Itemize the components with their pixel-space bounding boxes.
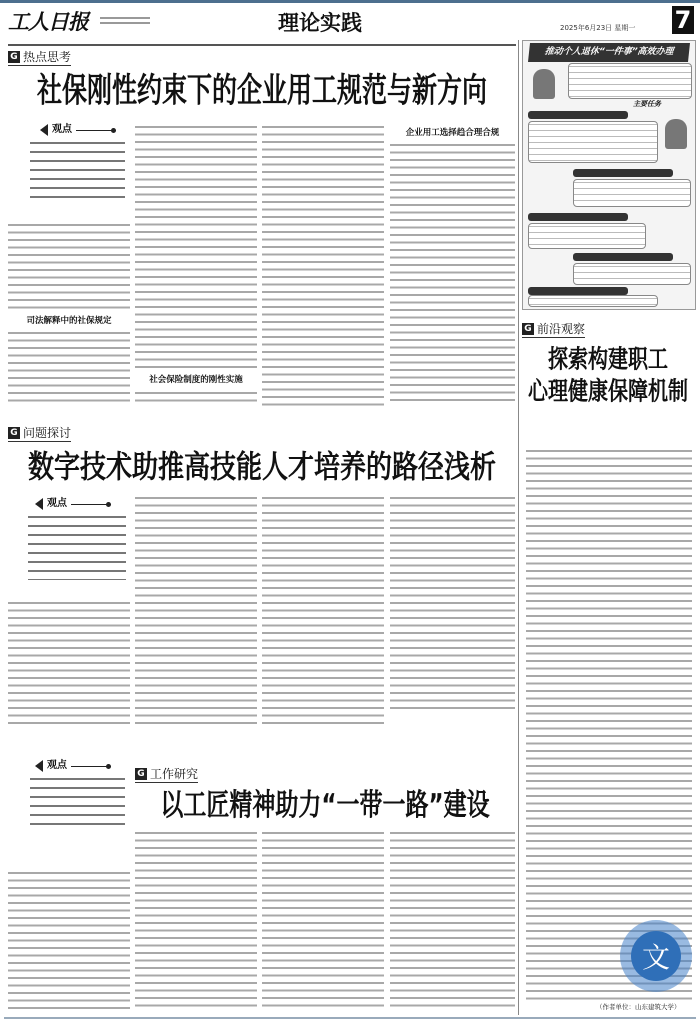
opinion-label-3: 观点: [35, 760, 111, 772]
infographic-title: 推动个人退休“一件事”高效办理: [528, 43, 690, 62]
opinion-label-1: 观点: [40, 124, 116, 136]
section-label: 工作研究: [150, 767, 199, 781]
section-tag-hot-topics: [8, 50, 71, 66]
contact-info: [100, 16, 150, 26]
intro-box: [568, 63, 692, 99]
headline-1: 社保刚性约束下的企业用工规范与新方向: [36, 70, 487, 110]
headline-3: 以工匠精神助力“一带一路”建设: [160, 789, 490, 823]
article2-col2: [135, 495, 257, 726]
top-bar: [0, 0, 700, 3]
section-tag-discussion: [8, 426, 71, 442]
task-label: [573, 253, 673, 261]
opinion-text-2: [28, 514, 126, 580]
article1-col2b: [135, 390, 257, 406]
opinion-label-2: 观点: [35, 498, 111, 510]
task-box: [573, 263, 691, 285]
task-label: [573, 169, 673, 177]
task-label: [528, 287, 628, 295]
task-label: [528, 111, 628, 119]
article3-col1: [8, 870, 130, 1012]
speaker-icon: [35, 498, 43, 510]
task-label: [528, 213, 628, 221]
article1-col3: [262, 124, 384, 406]
speaker-icon: [40, 124, 48, 136]
article1-col2: [135, 124, 257, 370]
task-box: [528, 295, 658, 307]
article1-col1: [8, 222, 130, 310]
translate-button[interactable]: [620, 920, 692, 992]
article3-col2: [135, 830, 257, 1012]
article3-col4: [390, 830, 515, 1012]
sidebar-headline-line1: 探索构建职工: [548, 343, 668, 374]
section-icon: G: [8, 51, 20, 63]
section-tag-work-research: [135, 767, 198, 783]
section-tag-frontier: [522, 322, 585, 338]
sidebar-headline-line2: 心理健康保障机制: [528, 375, 688, 406]
section-label: 热点思考: [23, 50, 72, 64]
task-box: [528, 121, 658, 163]
author-unit: （作者单位：山东建筑大学）: [596, 1003, 681, 1011]
article3-col3: [262, 830, 384, 1012]
infographic: [522, 40, 696, 310]
page-title: 理论实践: [278, 11, 362, 35]
newspaper-logo: 工人日报: [8, 9, 88, 34]
bottom-frame: [4, 1017, 696, 1019]
page-number: 7: [672, 6, 694, 34]
section-icon: G: [522, 323, 534, 335]
section-label: 问题探讨: [23, 426, 72, 440]
tasks-label: 主要任务: [633, 100, 661, 108]
article2-col4: [390, 495, 515, 710]
column-divider: [518, 40, 519, 1015]
task-box: [528, 223, 646, 249]
section-label: 前沿观察: [537, 322, 586, 336]
translate-icon[interactable]: 文: [631, 931, 681, 981]
section-icon: G: [8, 427, 20, 439]
article2-col3: [262, 495, 384, 726]
opinion-text-1: [30, 140, 125, 200]
headline-2: 数字技术助推高技能人才培养的路径浅析: [27, 449, 496, 486]
article1-col1b: [8, 330, 130, 406]
subhead: 司法解释中的社保规定: [8, 316, 130, 327]
person-illustration: [665, 119, 687, 149]
issue-date: 2025年6月23日 星期一: [560, 24, 636, 32]
subhead: 社会保险制度的刚性实施: [135, 375, 257, 386]
article2-col1: [8, 600, 130, 726]
speaker-icon: [35, 760, 43, 772]
task-box: [573, 179, 691, 207]
article1-col4: [390, 142, 515, 406]
subhead: 企业用工选择趋合理合规: [390, 128, 515, 139]
sidebar-article-body: [526, 448, 692, 1000]
opinion-text-3: [30, 776, 125, 828]
section-icon: G: [135, 768, 147, 780]
header-rule: [8, 44, 516, 46]
person-illustration: [533, 69, 555, 99]
